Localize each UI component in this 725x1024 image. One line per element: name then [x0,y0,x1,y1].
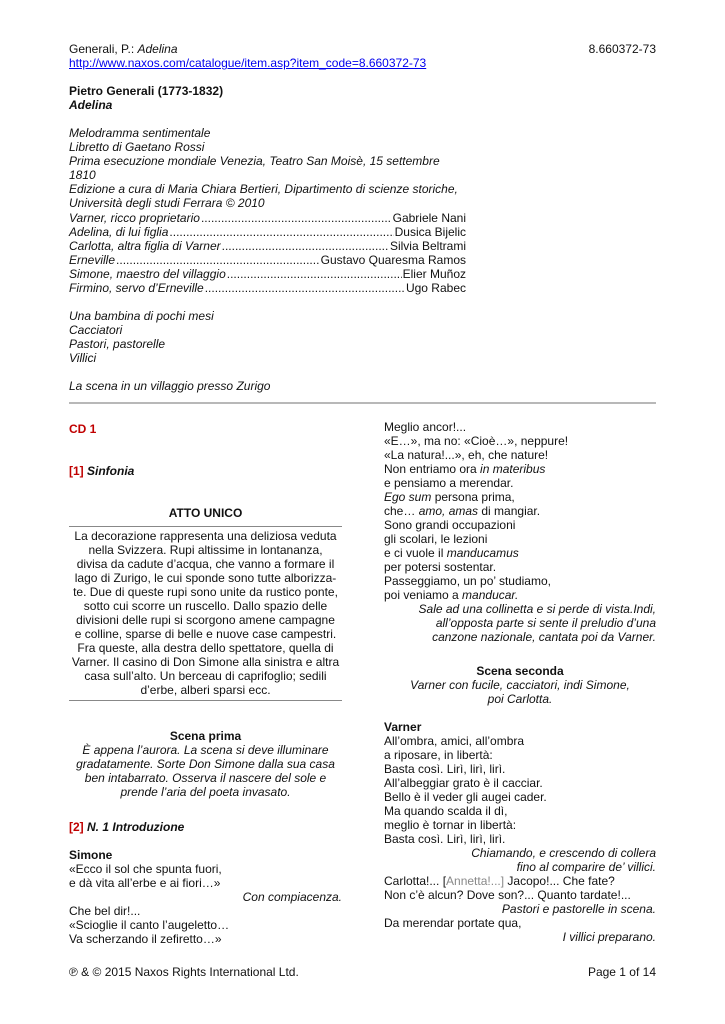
extras-item: Una bambina di pochi mesi [69,309,214,323]
cast-list [69,211,466,295]
divider [69,402,656,404]
verse-line: Passeggiamo, un po’ studiamo, [384,574,551,588]
stage-direction: canzone nazionale, cantata poi da Varner. [432,630,656,644]
verse-line: per potersi sostentar. [384,560,497,574]
verse-line: «La natura!...», eh, che nature! [384,448,549,462]
decor-line: te. Due di queste rupi sono unite da rustico ponte, [73,585,338,599]
cast-role: Carlotta, altra figlia di Varner [69,239,221,253]
cast-role: Varner, ricco proprietario [69,211,200,225]
verse-line: «E…», ma no: «Cioè…», neppure! [384,434,569,448]
extras-item: Pastori, pastorelle [69,337,166,351]
verse-line: e pensiamo a merendar. [384,476,514,490]
verse-line: All’ombra, amici, all’ombra [384,734,525,748]
speaker-name: Simone [69,848,113,862]
decor-line: casa sull’alto. Un berceau di caprifoglio; sedili [84,669,327,683]
cd-label: CD 1 [69,422,97,436]
stage-direction: Con compiacenza. [242,890,342,904]
cast-row [69,239,466,253]
header-title-work: Adelina [137,42,178,56]
libretto-right-column [384,420,656,944]
decor-line: e colline, sparse di belle e nuove case campestri. [74,627,337,641]
setting-note: La scena in un villaggio presso Zurigo [69,379,271,393]
track-title: Sinfonia [87,464,135,478]
cast-role: Firmino, servo d’Erneville [69,281,204,295]
scene-heading: Scena seconda [476,664,564,678]
verse-line: Basta così. Lirì, lirì, lirì. [384,832,506,846]
libretto-left-column [69,420,342,946]
cast-actor: Elier Muñoz [402,267,466,281]
scene-desc: poi Carlotta. [487,692,553,706]
decor-line: divisioni delle rupi si scorgono amene campagne [76,613,335,627]
intro-line: Edizione a cura di Maria Chiara Bertieri, Dipartimento di scienze storiche, [69,182,458,196]
verse-line: Non entriamo ora in materibus [384,462,546,476]
cast-role: Erneville [69,253,116,267]
intro-line: Università degli studi Ferrara © 2010 [69,196,265,210]
header-title-prefix: Generali, P.: [69,42,138,56]
extras-item: Cacciatori [69,323,123,337]
intro-line: Libretto di Gaetano Rossi [69,140,205,154]
verse-line: Da merendar portate qua, [384,916,522,930]
extras-item: Villici [69,351,97,365]
scene-desc: ben intabarrato. Osserva il nascere del sole e [84,771,327,785]
decor-line: sotto cui scorre un ruscello. Dallo spazio delle [83,599,328,613]
track-sinfonia [69,464,342,478]
stage-direction: Pastori e pastorelle in scena. [501,902,656,916]
cast-role: Adelina, di lui figlia [69,225,169,239]
decor-line: Fra queste, alla destra dello spettatore, quella di [77,641,334,655]
speaker-name: Varner [384,720,422,734]
cast-actor: Silvia Beltrami [389,239,466,253]
stage-direction: I villici preparano. [562,930,656,944]
cast-row [69,267,466,281]
decor-line: d’erbe, alberi sparsi ecc. [140,683,271,697]
scene-desc: È appena l’aurora. La scena si deve illuminare [82,743,329,757]
verse-line: «Ecco il sol che spunta fuori, [69,862,222,876]
verse-line: e dà vita all’erbe e ai fiori…» [69,876,221,890]
cast-actor: Dusica Bijelic [394,225,466,239]
extras-list [69,309,369,365]
catalogue-number: 8.660372-73 [588,42,656,56]
cast-row [69,253,466,267]
verse-line: e ci vuole il manducamus [384,546,519,560]
decor-line: La decorazione rappresenta una deliziosa veduta [74,529,337,543]
track-number: [2] [69,820,84,834]
scene-desc: prende l’aria del poeta invasato. [120,785,291,799]
verse-line: Che bel dir!... [69,904,141,918]
verse-line: poi veniamo a manducar. [384,588,519,602]
scene-heading: Scena prima [169,729,242,743]
decor-line: lago di Zurigo, le cui sponde sono tutte alborizza- [74,571,337,585]
page-header [69,42,656,72]
cast-row [69,211,466,225]
decor-line: divisa da cadute d’acqua, che vanno a formare il [76,557,335,571]
work-title: Adelina [69,98,113,112]
scene-desc: Varner con fucile, cacciatori, indi Simone, [410,678,630,692]
header-title [69,42,426,56]
verse-line: Sono grandi occupazioni [384,518,516,532]
catalogue-link[interactable]: http://www.naxos.com/catalogue/item.asp?item_code=8.660372-73 [69,56,427,70]
verse-line: All’albeggiar grato è il cacciar. [384,776,543,790]
verse-line: Carlotta!... [Annetta!...] Jacopo!... Che fate? [384,874,615,888]
decor-line: Varner. Il casino di Don Simone alla sinistra e altra [71,655,340,669]
scene-desc: gradatamente. Sorte Don Simone dalla sua casa [76,757,335,771]
copyright: ℗ & © 2015 Naxos Rights International Ltd. [69,965,299,979]
verse-line: Ma quando scalda il dì, [384,804,508,818]
verse-line: «Scioglie il canto l’augeletto… [69,918,230,932]
verse-line: gli scolari, le lezioni [384,532,488,546]
verse-line: Bello è il veder gli augei cader. [384,790,547,804]
verse-line: Meglio ancor!... [384,420,467,434]
verse-line: Va scherzando il zefiretto…» [69,932,222,946]
cast-role: Simone, maestro del villaggio [69,267,226,281]
verse-line: meglio è tornar in libertà: [384,818,517,832]
track-introduzione [69,820,342,834]
stage-direction: Sale ad una collinetta e si perde di vista.Indi, [418,602,656,616]
document-page [69,0,656,1024]
intro-line: Prima esecuzione mondiale Venezia, Teatro San Moisè, 15 settembre 1810 [69,154,440,182]
scene-decoration [69,526,342,701]
cast-row [69,281,466,295]
cast-row [69,225,466,239]
work-intro [69,84,469,210]
verse-line: a riposare, in libertà: [384,748,493,762]
decor-line: nella Svizzera. Rupi altissime in lontananza, [88,543,323,557]
cast-actor: Gabriele Nani [392,211,466,225]
intro-line: Melodramma sentimentale [69,126,211,140]
track-number: [1] [69,464,84,478]
cast-actor: Gustavo Quaresma Ramos [320,253,466,267]
composer: Pietro Generali (1773-1832) [69,84,224,98]
stage-direction: fino al comparire de’ villici. [516,860,656,874]
stage-direction: Chiamando, e crescendo di collera [471,846,656,860]
verse-line: Ego sum persona prima, [384,490,515,504]
act-heading: ATTO UNICO [168,506,243,520]
page-number: Page 1 of 14 [587,965,656,979]
track-title: N. 1 Introduzione [87,820,185,834]
stage-direction: all’opposta parte si sente il preludio d’una [435,616,656,630]
verse-line: Non c’è alcun? Dove son?... Quanto tardate!... [384,888,631,902]
verse-line: che… amo, amas di mangiar. [384,504,541,518]
verse-line: Basta così. Lirì, lirì, lirì. [384,762,506,776]
cast-actor: Ugo Rabec [405,281,466,295]
